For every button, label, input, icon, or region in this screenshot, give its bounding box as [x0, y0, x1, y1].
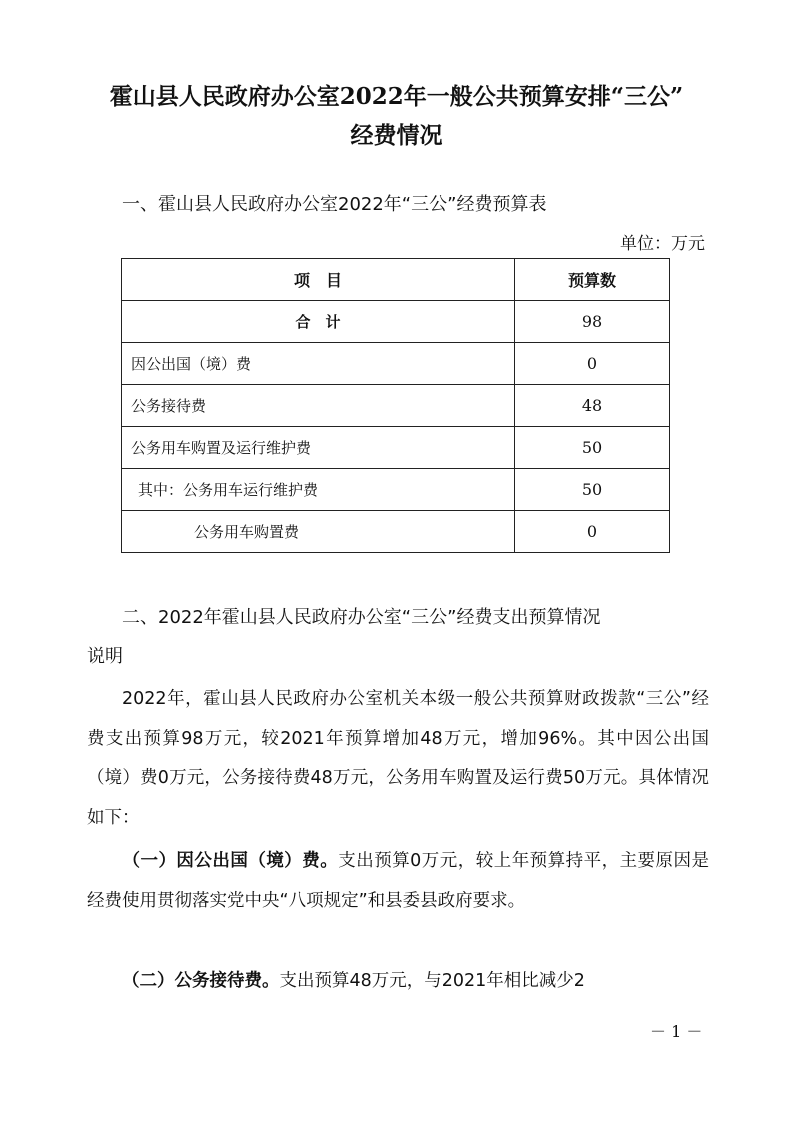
paragraph-overseas-title: （一）因公出国（境）费。: [122, 851, 339, 871]
section2-heading-line2: 说明: [87, 646, 123, 667]
table-header-row: [122, 259, 670, 301]
header-budget: 预算数: [515, 259, 670, 301]
row-value: 98: [515, 301, 670, 343]
paragraph-overseas-text: 支出预算0万元，较上年预算持平，主要原因是经费使用贯彻落实党中央“八项规定”和县委县政府要求。: [87, 851, 709, 911]
paragraph-reception-text: 支出预算48万元，与2021年相比减少2: [279, 971, 585, 991]
table-row: [122, 427, 670, 469]
header-item: 项 目: [122, 259, 515, 301]
document-title-line2: 经费情况: [350, 122, 443, 149]
row-label: 公务用车购置及运行维护费: [122, 427, 515, 469]
table-row: [122, 343, 670, 385]
unit-label: 单位：万元: [620, 234, 705, 254]
paragraph-summary-text: 2022年，霍山县人民政府办公室机关本级一般公共预算财政拨款“三公”经费支出预算98万元，较2021年预算增加48万元，增加96%。其中因公出国（境）费0万元，公务接待费48万元，公务用车购置及运行费50万元。具体情况如下：: [87, 689, 709, 828]
row-label: 公务用车购置费: [122, 511, 515, 553]
section1-heading: 一、霍山县人民政府办公室2022年“三公”经费预算表: [122, 194, 547, 215]
table-row: [122, 301, 670, 343]
row-label: 其中：公务用车运行维护费: [122, 469, 515, 511]
row-value: 0: [515, 343, 670, 385]
paragraph-reception: [87, 962, 709, 1002]
document-title-line1: 霍山县人民政府办公室2022年一般公共预算安排“三公”: [109, 83, 684, 110]
paragraph-summary: [87, 680, 709, 838]
row-value: 50: [515, 469, 670, 511]
section2-heading-line1: 二、2022年霍山县人民政府办公室“三公”经费支出预算情况: [122, 607, 601, 628]
row-value: 48: [515, 385, 670, 427]
budget-table: [121, 258, 670, 553]
table-row: [122, 385, 670, 427]
row-label: 合 计: [122, 301, 515, 343]
row-value: 0: [515, 511, 670, 553]
table-row: [122, 511, 670, 553]
section2-heading: [87, 598, 709, 676]
paragraph-reception-title: （二）公务接待费。: [122, 971, 280, 991]
row-label: 因公出国（境）费: [122, 343, 515, 385]
row-value: 50: [515, 427, 670, 469]
row-label: 公务接待费: [122, 385, 515, 427]
page-number: － 1 －: [650, 1022, 703, 1041]
paragraph-overseas: [87, 842, 709, 921]
table-row: [122, 469, 670, 511]
